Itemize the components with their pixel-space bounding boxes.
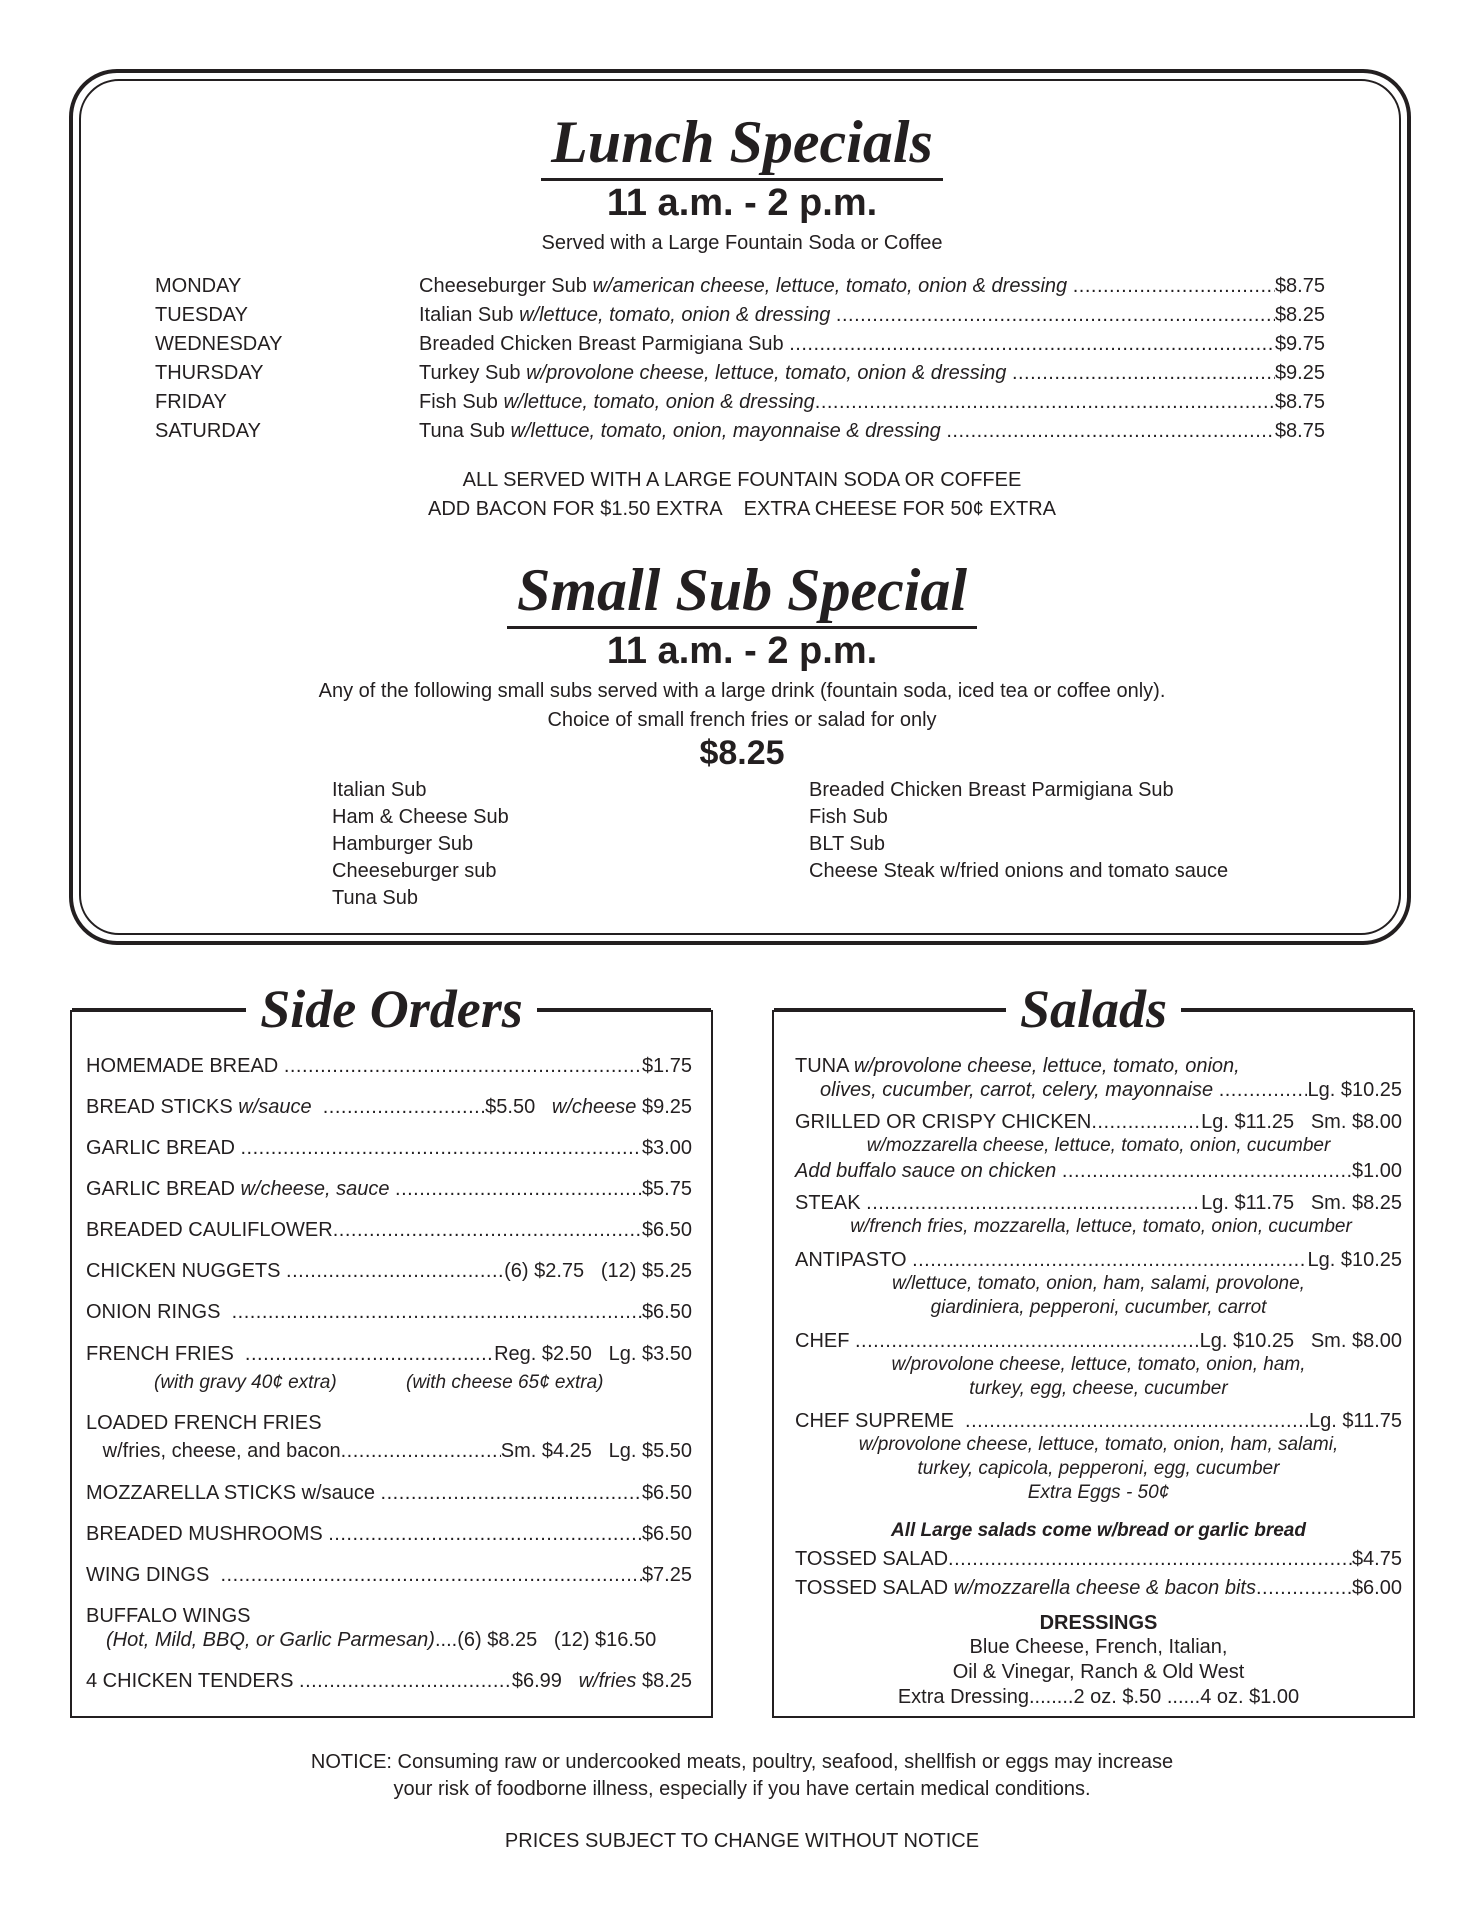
side-order-leader — [299, 1670, 512, 1693]
lunch-item-leader — [946, 420, 1275, 443]
lunch-day-row — [155, 362, 1325, 391]
lunch-item-detail: w/lettuce, tomato, onion, mayonnaise & dressing — [510, 420, 947, 442]
small-sub-item: Hamburger Sub — [332, 833, 474, 855]
lunch-day-name: MONDAY — [155, 275, 242, 297]
side-order-row — [86, 1096, 692, 1119]
side-orders-title: Side Orders — [72, 982, 711, 1036]
lunch-day-item — [419, 420, 1325, 443]
side-order-price: Reg. $2.50 Lg. $3.50 — [494, 1343, 692, 1365]
side-order-desc: w/cheese, sauce — [240, 1178, 396, 1200]
salad-supreme-leader — [965, 1410, 1309, 1433]
salad-antipasto-row — [795, 1249, 1402, 1272]
side-order-price: $6.99 — [511, 1670, 562, 1692]
lunch-day-item — [419, 275, 1325, 298]
side-order-price: $1.75 — [641, 1055, 692, 1077]
salad-buffalo-row — [795, 1160, 1402, 1183]
small-sub-item: Cheese Steak w/fried onions and tomato sauce — [809, 860, 1229, 882]
side-order-row — [86, 1564, 692, 1587]
lunch-item-detail: w/provolone cheese, lettuce, tomato, onion & dressing — [526, 362, 1012, 384]
side-order-leader — [395, 1178, 642, 1201]
salad-supreme-name: CHEF SUPREME — [795, 1410, 966, 1432]
side-order-price: $6.50 — [641, 1482, 692, 1504]
small-sub-item: Ham & Cheese Sub — [332, 806, 509, 828]
lunch-note-1: ALL SERVED WITH A LARGE FOUNTAIN SODA OR COFFEE — [462, 469, 1022, 491]
side-order-name: HOMEMADE BREAD — [86, 1055, 284, 1077]
dressings-title: DRESSINGS — [1039, 1612, 1158, 1634]
salad-large-note: All Large salads come w/bread or garlic bread — [891, 1520, 1306, 1541]
side-order-option-price: $8.25 — [636, 1670, 692, 1692]
lunch-day-name: TUESDAY — [155, 304, 248, 326]
salad-tossed-price: $4.75 — [1351, 1548, 1402, 1570]
side-order-row — [86, 1670, 692, 1693]
lunch-item-price: $8.75 — [1274, 420, 1325, 442]
fries-cheese-note: (with cheese 65¢ extra) — [406, 1372, 604, 1393]
salad-tossed-row — [795, 1548, 1402, 1571]
small-sub-item: BLT Sub — [809, 833, 885, 855]
salad-tuna-name: TUNA — [795, 1055, 854, 1077]
extra-dressing-price: Extra Dressing........2 oz. $.50 ......4 oz. $1.00 — [897, 1686, 1300, 1708]
side-order-leader — [286, 1260, 504, 1283]
small-sub-item: Tuna Sub — [332, 887, 418, 909]
side-order-name: MOZZARELLA STICKS w/sauce — [86, 1482, 381, 1504]
side-order-leader — [323, 1096, 485, 1119]
lunch-item-name: Tuna Sub — [419, 420, 511, 442]
side-order-name: WING DINGS — [86, 1564, 221, 1586]
salad-chef-name: CHEF — [795, 1330, 855, 1352]
side-order-row — [86, 1412, 692, 1435]
lunch-hours: 11 a.m. - 2 p.m. — [606, 182, 878, 224]
lunch-item-leader — [815, 391, 1275, 414]
side-order-name: LOADED FRENCH FRIES — [86, 1412, 322, 1434]
small-sub-list-right — [809, 777, 1228, 885]
side-order-name: 4 CHICKEN TENDERS — [86, 1670, 300, 1692]
lunch-item-leader — [1012, 362, 1275, 385]
side-order-row — [86, 1605, 692, 1628]
salad-tuna-row — [795, 1055, 1240, 1078]
salad-chef-desc: w/provolone cheese, lettuce, tomato, onion, ham, — [891, 1354, 1306, 1375]
side-order-row — [86, 1440, 692, 1463]
salad-antipasto-desc: w/lettuce, tomato, onion, ham, salami, provolone, — [892, 1273, 1305, 1294]
salad-steak-leader — [866, 1192, 1201, 1215]
lunch-day-row — [155, 275, 1325, 304]
salad-tuna-leader — [1219, 1079, 1308, 1102]
side-order-spacer — [535, 1096, 552, 1119]
side-order-row — [86, 1260, 692, 1283]
side-order-name: BREAD STICKS — [86, 1096, 239, 1118]
side-order-price: $7.25 — [641, 1564, 692, 1586]
side-order-row — [86, 1523, 692, 1546]
lunch-day-row — [155, 391, 1325, 420]
salad-tossed-name: TOSSED SALAD — [795, 1548, 949, 1570]
small-sub-item: Italian Sub — [332, 779, 427, 801]
notice-line-1: NOTICE: Consuming raw or undercooked meats, poultry, seafood, shellfish or eggs may increase — [310, 1751, 1174, 1773]
side-order-name: GARLIC BREAD — [86, 1137, 241, 1159]
prices-notice: PRICES SUBJECT TO CHANGE WITHOUT NOTICE — [504, 1830, 980, 1852]
lunch-day-row — [155, 420, 1325, 449]
salad-chicken-name: GRILLED OR CRISPY CHICKEN — [795, 1111, 1092, 1133]
side-order-row — [86, 1343, 692, 1366]
small-sub-item: Fish Sub — [809, 806, 888, 828]
side-order-option-price: $9.25 — [636, 1096, 692, 1118]
side-order-leader — [284, 1055, 642, 1078]
salad-tossed-leader — [948, 1548, 1352, 1571]
side-order-price: $5.50 — [485, 1096, 536, 1118]
side-order-desc: w/sauce — [238, 1096, 323, 1118]
lunch-item-leader — [1073, 275, 1275, 298]
salad-antipasto-desc-2: giardiniera, pepperoni, cucumber, carrot — [930, 1297, 1267, 1318]
side-order-row — [86, 1482, 692, 1505]
side-order-leader — [341, 1440, 501, 1463]
side-order-spacer — [562, 1670, 579, 1693]
salad-steak-name: STEAK — [795, 1192, 867, 1214]
side-order-name: ONION RINGS — [86, 1301, 232, 1323]
salad-tuna-price: Lg. $10.25 — [1307, 1079, 1402, 1101]
salad-tuna-desc-2: olives, cucumber, carrot, celery, mayonnaise — [820, 1079, 1219, 1101]
lunch-item-detail: w/lettuce, tomato, onion & dressing — [503, 391, 815, 413]
side-order-name: w/fries, cheese, and bacon — [86, 1440, 341, 1462]
lunch-day-row — [155, 304, 1325, 333]
small-sub-item: Cheeseburger sub — [332, 860, 497, 882]
lunch-specials-title: Lunch Specials — [0, 112, 1484, 181]
salad-antipasto-leader — [912, 1249, 1307, 1272]
lunch-day-item — [419, 362, 1325, 385]
lunch-day-item — [419, 304, 1325, 327]
side-order-price: $6.50 — [641, 1523, 692, 1545]
lunch-day-row — [155, 333, 1325, 362]
lunch-item-price: $8.25 — [1274, 304, 1325, 326]
salad-chef-price: Lg. $10.25 Sm. $8.00 — [1199, 1330, 1402, 1352]
wings-flavors: (Hot, Mild, BBQ, or Garlic Parmesan) — [106, 1629, 435, 1651]
lunch-item-leader — [789, 333, 1275, 356]
lunch-item-price: $8.75 — [1274, 391, 1325, 413]
salad-buffalo-leader — [1062, 1160, 1352, 1183]
side-order-name: FRENCH FRIES — [86, 1343, 245, 1365]
salad-supreme-extra: Extra Eggs - 50¢ — [1027, 1482, 1170, 1503]
side-order-leader — [381, 1482, 642, 1505]
side-order-price: $6.50 — [641, 1219, 692, 1241]
salad-chef-row — [795, 1330, 1402, 1353]
small-sub-desc-2: Choice of small french fries or salad for only — [547, 709, 937, 731]
lunch-item-price: $9.75 — [1274, 333, 1325, 355]
lunch-item-price: $9.25 — [1274, 362, 1325, 384]
lunch-item-detail: w/american cheese, lettuce, tomato, onion & dressing — [592, 275, 1073, 297]
side-order-option: w/fries — [578, 1670, 637, 1692]
side-order-name: CHICKEN NUGGETS — [86, 1260, 287, 1282]
small-sub-list-left — [332, 777, 509, 912]
side-order-price: (6) $2.75 (12) $5.25 — [504, 1260, 692, 1282]
salad-chicken-row — [795, 1111, 1402, 1134]
lunch-day-name: THURSDAY — [155, 362, 264, 384]
fries-gravy-note: (with gravy 40¢ extra) — [154, 1372, 337, 1393]
salad-supreme-price: Lg. $11.75 — [1308, 1410, 1402, 1432]
salad-steak-row — [795, 1192, 1402, 1215]
salad-tuna-row-2 — [820, 1079, 1402, 1102]
salad-buffalo-price: $1.00 — [1351, 1160, 1402, 1182]
salad-steak-price: Lg. $11.75 Sm. $8.25 — [1201, 1192, 1402, 1214]
salad-chicken-price: Lg. $11.25 Sm. $8.00 — [1201, 1111, 1402, 1133]
salad-tossed2-row — [795, 1577, 1402, 1600]
small-sub-desc-1: Any of the following small subs served with a large drink (fountain soda, iced tea or coffee only). — [318, 680, 1166, 702]
small-sub-title: Small Sub Special — [0, 560, 1484, 629]
small-sub-hours: 11 a.m. - 2 p.m. — [606, 630, 878, 672]
lunch-day-item — [419, 391, 1325, 414]
buffalo-wings-price-row — [106, 1629, 692, 1652]
dressings-list-2: Oil & Vinegar, Ranch & Old West — [952, 1661, 1245, 1683]
lunch-item-name: Italian Sub — [419, 304, 520, 326]
side-order-leader — [220, 1564, 641, 1587]
small-sub-item: Breaded Chicken Breast Parmigiana Sub — [809, 779, 1174, 801]
salad-antipasto-name: ANTIPASTO — [795, 1249, 913, 1271]
side-order-row — [86, 1301, 692, 1324]
side-order-price: $3.00 — [641, 1137, 692, 1159]
salad-supreme-row — [795, 1410, 1402, 1433]
side-order-leader — [232, 1301, 642, 1324]
salad-buffalo-name: Add buffalo sauce on chicken — [795, 1160, 1062, 1182]
salad-antipasto-price: Lg. $10.25 — [1307, 1249, 1402, 1271]
side-order-row — [86, 1219, 692, 1242]
lunch-item-price: $8.75 — [1274, 275, 1325, 297]
side-order-leader — [328, 1523, 642, 1546]
side-order-name: BREADED MUSHROOMS — [86, 1523, 329, 1545]
side-order-leader — [333, 1219, 642, 1242]
salad-steak-desc: w/french fries, mozzarella, lettuce, tomato, onion, cucumber — [850, 1216, 1352, 1237]
salad-chicken-desc: w/mozzarella cheese, lettuce, tomato, onion, cucumber — [866, 1135, 1331, 1156]
side-order-row — [86, 1055, 692, 1078]
salad-chicken-leader — [1091, 1111, 1201, 1134]
lunch-item-detail: w/lettuce, tomato, onion & dressing — [519, 304, 836, 326]
salad-tossed2-leader — [1256, 1577, 1352, 1600]
lunch-note-2: ADD BACON FOR $1.50 EXTRA EXTRA CHEESE FOR 50¢ EXTRA — [428, 498, 1056, 520]
lunch-item-leader — [836, 304, 1275, 327]
side-order-option: w/cheese — [551, 1096, 637, 1118]
side-order-leader — [245, 1343, 494, 1366]
side-order-price: $5.75 — [641, 1178, 692, 1200]
salad-chef-desc-2: turkey, egg, cheese, cucumber — [969, 1378, 1228, 1399]
lunch-day-name: SATURDAY — [155, 420, 261, 442]
side-order-leader — [240, 1137, 641, 1160]
lunch-served-note: Served with a Large Fountain Soda or Coffee — [541, 232, 943, 254]
side-order-price: $6.50 — [641, 1301, 692, 1323]
salad-tuna-desc: w/provolone cheese, lettuce, tomato, onion, — [853, 1055, 1240, 1077]
side-order-price: Sm. $4.25 Lg. $5.50 — [500, 1440, 692, 1462]
salad-supreme-desc: w/provolone cheese, lettuce, tomato, onion, ham, salami, — [858, 1434, 1339, 1455]
lunch-item-name: Fish Sub — [419, 391, 504, 413]
side-order-name: BREADED CAULIFLOWER — [86, 1219, 333, 1241]
small-sub-price: $8.25 — [699, 734, 785, 772]
salad-tossed2-desc: w/mozzarella cheese & bacon bits — [953, 1577, 1256, 1599]
salad-supreme-desc-2: turkey, capicola, pepperoni, egg, cucumber — [917, 1458, 1280, 1479]
dressings-list-1: Blue Cheese, French, Italian, — [969, 1636, 1228, 1658]
salad-tossed2-name: TOSSED SALAD — [795, 1577, 954, 1599]
salad-chef-leader — [855, 1330, 1200, 1353]
side-order-name: GARLIC BREAD — [86, 1178, 241, 1200]
side-order-row — [86, 1137, 692, 1160]
lunch-day-name: WEDNESDAY — [155, 333, 283, 355]
salad-tossed2-price: $6.00 — [1351, 1577, 1402, 1599]
side-order-row — [86, 1178, 692, 1201]
lunch-day-name: FRIDAY — [155, 391, 227, 413]
wings-price: ....(6) $8.25 (12) $16.50 — [434, 1629, 657, 1651]
lunch-item-name: Turkey Sub — [419, 362, 527, 384]
lunch-day-item — [419, 333, 1325, 356]
salads-title: Salads — [774, 982, 1413, 1036]
lunch-item-name: Cheeseburger Sub — [419, 275, 593, 297]
lunch-item-name: Breaded Chicken Breast Parmigiana Sub — [419, 333, 790, 355]
notice-line-2: your risk of foodborne illness, especially if you have certain medical conditions. — [393, 1778, 1091, 1800]
side-order-name: BUFFALO WINGS — [86, 1605, 251, 1627]
